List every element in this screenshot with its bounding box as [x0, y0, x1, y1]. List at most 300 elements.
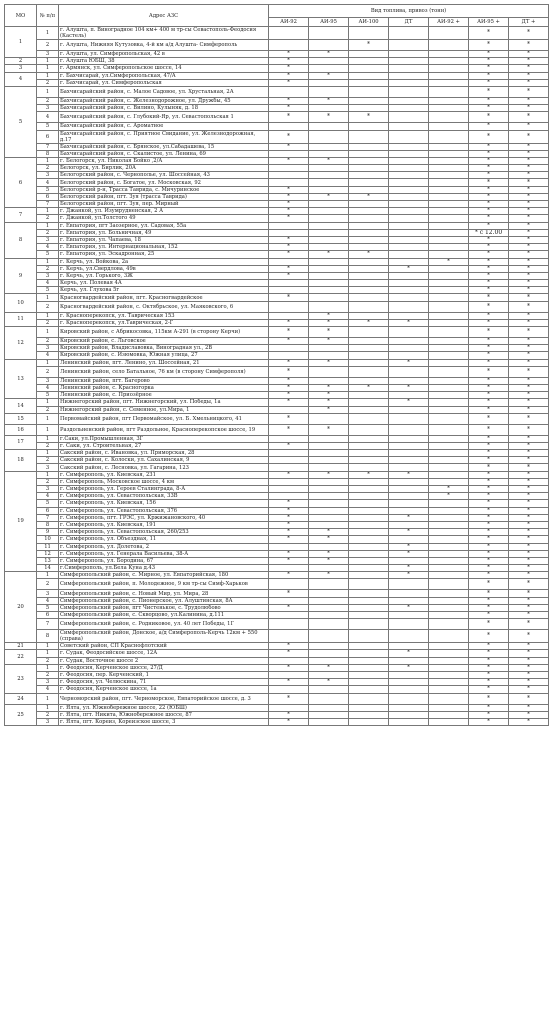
fuel-availability-cell: *	[469, 244, 509, 251]
fuel-availability-cell: *	[309, 319, 349, 326]
address-cell: г. Алушта ЮБШ, 38	[59, 58, 269, 65]
table-row	[5, 514, 549, 521]
row-number-cell: 2	[37, 478, 59, 485]
fuel-availability-cell	[309, 650, 349, 657]
mo-cell: 18	[5, 450, 37, 472]
fuel-availability-cell	[349, 619, 389, 630]
fuel-availability-cell	[429, 679, 469, 686]
fuel-availability-cell	[309, 366, 349, 377]
address-cell: г.Симферополь, ул.Бела Куна д.43	[59, 565, 269, 572]
fuel-availability-cell: *	[269, 193, 309, 200]
fuel-availability-cell: *	[469, 550, 509, 557]
table-row	[5, 711, 549, 718]
fuel-availability-cell: *	[509, 657, 549, 664]
fuel-availability-cell	[349, 406, 389, 413]
fuel-availability-cell: *	[269, 711, 309, 718]
row-number-cell: 3	[37, 718, 59, 725]
fuel-availability-cell: *	[509, 312, 549, 319]
row-number-cell: 5	[37, 604, 59, 611]
table-row	[5, 244, 549, 251]
address-cell: Симферопольский район, с. Скворцово, ул.Калинина, д.111	[59, 612, 269, 619]
table-row	[5, 450, 549, 457]
fuel-availability-cell: *	[389, 664, 429, 671]
fuel-availability-cell: *	[509, 251, 549, 258]
address-cell: Бахчисарайский район, с. Железнодорожное, ул. Дружбы, 45	[59, 97, 269, 104]
fuel-availability-cell	[389, 272, 429, 279]
fuel-availability-cell: *	[269, 442, 309, 449]
table-row	[5, 529, 549, 536]
address-cell: Черноморский район, пгт. Черноморское, Евпаторийское шоссе, д. 3	[59, 693, 269, 704]
fuel-availability-cell	[309, 486, 349, 493]
fuel-availability-cell: *	[509, 478, 549, 485]
row-number-cell: 5	[37, 123, 59, 130]
table-row	[5, 130, 549, 143]
fuel-availability-cell	[429, 565, 469, 572]
fuel-availability-cell: *	[509, 86, 549, 97]
fuel-availability-cell	[309, 294, 349, 301]
fuel-availability-cell	[429, 359, 469, 366]
row-number-cell: 7	[37, 201, 59, 208]
fuel-availability-cell	[309, 377, 349, 384]
fuel-availability-cell	[309, 201, 349, 208]
row-number-cell: 1	[37, 27, 59, 40]
fuel-availability-cell: *	[469, 597, 509, 604]
fuel-availability-cell: *	[469, 193, 509, 200]
fuel-availability-cell: *	[469, 529, 509, 536]
address-cell: Бахчисарайский район, с. Ароматное	[59, 123, 269, 130]
address-cell: г. Симферополь, ул. Севастопольская, 260/253	[59, 529, 269, 536]
fuel-availability-cell: *	[269, 604, 309, 611]
fuel-availability-cell: *	[509, 704, 549, 711]
address-cell: г. Судак, Восточное шоссе 2	[59, 657, 269, 664]
row-number-cell: 12	[37, 550, 59, 557]
fuel-availability-cell: *	[469, 97, 509, 104]
fuel-availability-cell	[309, 179, 349, 186]
table-row	[5, 718, 549, 725]
fuel-availability-cell	[349, 280, 389, 287]
table-row	[5, 612, 549, 619]
fuel-availability-cell	[429, 319, 469, 326]
fuel-availability-cell	[389, 345, 429, 352]
fuel-availability-cell: *	[469, 186, 509, 193]
row-number-cell: 4	[37, 352, 59, 359]
fuel-availability-cell	[389, 643, 429, 650]
fuel-availability-cell	[349, 550, 389, 557]
fuel-availability-cell	[349, 215, 389, 222]
fuel-availability-cell: *	[469, 664, 509, 671]
address-cell: г. Феодосия, Керченское шоссе, 27/Д	[59, 664, 269, 671]
address-cell: Симферопольский район, Донское, а/д Симферополь-Керчь 12км + 550 (справа)	[59, 630, 269, 643]
fuel-availability-cell	[349, 604, 389, 611]
fuel-availability-cell	[349, 565, 389, 572]
fuel-availability-cell	[309, 40, 349, 51]
fuel-availability-cell: *	[509, 686, 549, 693]
fuel-availability-cell	[309, 143, 349, 150]
fuel-availability-cell: *	[469, 384, 509, 391]
table-row	[5, 165, 549, 172]
fuel-availability-cell	[349, 493, 389, 500]
fuel-availability-cell	[309, 222, 349, 229]
fuel-availability-cell: *	[509, 543, 549, 550]
fuel-availability-cell: *	[469, 272, 509, 279]
fuel-availability-cell: *	[469, 338, 509, 345]
header-fuel-group: Вид топлива, привоз (тонн)	[269, 5, 549, 18]
fuel-availability-cell: *	[469, 27, 509, 40]
fuel-availability-cell: *	[469, 208, 509, 215]
fuel-availability-cell: *	[469, 704, 509, 711]
fuel-availability-cell	[389, 718, 429, 725]
fuel-availability-cell	[429, 711, 469, 718]
table-row	[5, 86, 549, 97]
fuel-availability-cell	[389, 693, 429, 704]
fuel-availability-cell	[269, 657, 309, 664]
fuel-availability-cell: *	[429, 258, 469, 265]
row-number-cell: 2	[37, 338, 59, 345]
fuel-availability-cell: *	[509, 244, 549, 251]
row-number-cell: 1	[37, 664, 59, 671]
table-row	[5, 265, 549, 272]
fuel-availability-cell: *	[269, 679, 309, 686]
fuel-availability-cell	[389, 236, 429, 243]
fuel-availability-cell: *	[509, 579, 549, 590]
fuel-availability-cell	[269, 704, 309, 711]
fuel-availability-cell	[309, 208, 349, 215]
fuel-availability-cell	[269, 352, 309, 359]
address-cell: г. Евпатория, ул. Чапаева, 18	[59, 236, 269, 243]
header-fuel: АИ-92	[269, 18, 309, 27]
fuel-availability-cell	[429, 704, 469, 711]
fuel-availability-cell	[429, 630, 469, 643]
fuel-availability-cell: *	[469, 521, 509, 528]
row-number-cell: 1	[37, 399, 59, 406]
mo-cell: 12	[5, 327, 37, 360]
fuel-availability-cell	[349, 630, 389, 643]
row-number-cell: 2	[37, 442, 59, 449]
fuel-availability-cell: *	[509, 272, 549, 279]
fuel-availability-cell	[389, 478, 429, 485]
fuel-availability-cell	[269, 27, 309, 40]
fuel-availability-cell	[429, 201, 469, 208]
fuel-availability-cell: *	[269, 327, 309, 338]
table-row	[5, 258, 549, 265]
fuel-availability-cell	[429, 406, 469, 413]
fuel-availability-cell: *	[269, 572, 309, 579]
fuel-availability-cell: *	[309, 157, 349, 164]
fuel-availability-cell: *	[509, 643, 549, 650]
row-number-cell: 1	[37, 72, 59, 79]
fuel-availability-cell: *	[469, 543, 509, 550]
row-number-cell: 1	[37, 86, 59, 97]
fuel-availability-cell: *	[509, 319, 549, 326]
row-number-cell: 1	[37, 258, 59, 265]
fuel-availability-cell: *	[389, 265, 429, 272]
fuel-availability-cell: * с 12.00	[469, 229, 509, 236]
table-row	[5, 413, 549, 424]
table-row	[5, 704, 549, 711]
fuel-availability-cell	[309, 301, 349, 312]
fuel-availability-cell: *	[349, 319, 389, 326]
fuel-availability-cell	[389, 65, 429, 72]
fuel-availability-cell	[349, 664, 389, 671]
row-number-cell: 7	[37, 514, 59, 521]
fuel-availability-cell: *	[309, 557, 349, 564]
fuel-availability-cell: *	[509, 208, 549, 215]
fuel-availability-cell	[429, 280, 469, 287]
fuel-availability-cell: *	[469, 312, 509, 319]
fuel-availability-cell	[349, 272, 389, 279]
fuel-availability-cell	[309, 280, 349, 287]
address-cell: Керчь, ул. Глухова 5г	[59, 287, 269, 294]
fuel-availability-cell	[429, 65, 469, 72]
fuel-availability-cell	[429, 352, 469, 359]
fuel-availability-cell	[429, 265, 469, 272]
fuel-availability-cell	[429, 450, 469, 457]
fuel-availability-cell	[389, 686, 429, 693]
fuel-availability-cell	[349, 377, 389, 384]
fuel-availability-cell	[429, 693, 469, 704]
fuel-availability-cell: *	[269, 294, 309, 301]
address-cell: Бахчисарайский район, с. Глубокий-Яр, ул. Севастопольская 1	[59, 112, 269, 123]
fuel-availability-cell: *	[469, 215, 509, 222]
fuel-availability-cell	[349, 130, 389, 143]
fuel-availability-cell	[389, 327, 429, 338]
fuel-availability-cell	[309, 345, 349, 352]
fuel-availability-cell	[429, 208, 469, 215]
fuel-availability-cell	[269, 280, 309, 287]
fuel-availability-cell: *	[469, 172, 509, 179]
fuel-availability-cell	[429, 172, 469, 179]
fuel-availability-cell: *	[509, 693, 549, 704]
address-cell: Белогорский район, пгт. Зуя, пер. Мирный	[59, 201, 269, 208]
fuel-availability-cell	[349, 650, 389, 657]
table-row	[5, 294, 549, 301]
address-cell: г. Евпатория, ул. Больничная, 49	[59, 229, 269, 236]
fuel-availability-cell: *	[349, 251, 389, 258]
fuel-availability-cell	[389, 464, 429, 471]
fuel-availability-cell	[429, 72, 469, 79]
fuel-availability-cell: *	[309, 550, 349, 557]
row-number-cell: 2	[37, 457, 59, 464]
fuel-availability-cell: *	[469, 643, 509, 650]
fuel-availability-cell	[389, 251, 429, 258]
fuel-availability-cell: *	[509, 287, 549, 294]
table-row	[5, 215, 549, 222]
fuel-availability-cell: *	[509, 572, 549, 579]
table-row	[5, 58, 549, 65]
fuel-availability-cell: *	[509, 529, 549, 536]
fuel-availability-cell: *	[269, 272, 309, 279]
address-cell: Белогорский р-н, Трасса Таврида, с. Мичуринское	[59, 186, 269, 193]
fuel-availability-cell	[429, 557, 469, 564]
fuel-availability-cell	[429, 619, 469, 630]
row-number-cell: 1	[37, 294, 59, 301]
fuel-availability-cell: *	[309, 312, 349, 319]
address-cell: Бахчисарайский район, с. Приятное Свидание, ул. Железнодорожная, д.17	[59, 130, 269, 143]
fuel-availability-cell	[269, 165, 309, 172]
fuel-availability-cell: *	[509, 338, 549, 345]
fuel-availability-cell: *	[309, 529, 349, 536]
address-cell: г. Евпатория, ул. Интернациональная, 152	[59, 244, 269, 251]
fuel-availability-cell: *	[349, 193, 389, 200]
fuel-availability-cell	[349, 514, 389, 521]
address-cell: г. Симферополь, ул. Севастопольская, 376	[59, 507, 269, 514]
row-number-cell: 2	[37, 40, 59, 51]
fuel-availability-cell	[429, 478, 469, 485]
fuel-availability-cell: *	[509, 193, 549, 200]
fuel-availability-cell	[349, 424, 389, 435]
table-row	[5, 150, 549, 157]
fuel-availability-cell: *	[509, 97, 549, 104]
fuel-availability-cell	[389, 392, 429, 399]
fuel-availability-cell: *	[269, 244, 309, 251]
fuel-availability-cell	[309, 604, 349, 611]
table-row	[5, 457, 549, 464]
address-cell: г. Симферополь, ул. Бородина, 67	[59, 557, 269, 564]
fuel-availability-cell	[389, 413, 429, 424]
address-cell: Раздольненский район, пгт Раздольное, Краснoперекопское шоссе, 19	[59, 424, 269, 435]
fuel-availability-cell	[389, 229, 429, 236]
fuel-availability-cell	[349, 597, 389, 604]
fuel-availability-cell: *	[389, 399, 429, 406]
fuel-availability-cell: *	[509, 236, 549, 243]
fuel-availability-cell: *	[509, 201, 549, 208]
row-number-cell: 1	[37, 693, 59, 704]
row-number-cell: 8	[37, 630, 59, 643]
table-row	[5, 27, 549, 40]
row-number-cell: 2	[37, 579, 59, 590]
fuel-availability-cell: *	[509, 399, 549, 406]
fuel-availability-cell	[269, 671, 309, 678]
fuel-availability-cell	[309, 165, 349, 172]
address-cell: г. Симферополь, ул. Объездная, 11	[59, 536, 269, 543]
fuel-availability-cell	[309, 58, 349, 65]
fuel-availability-cell	[349, 671, 389, 678]
fuel-availability-cell: *	[389, 514, 429, 521]
fuel-availability-cell: *	[509, 222, 549, 229]
fuel-availability-cell: *	[469, 590, 509, 597]
address-cell: г. Симферополь, ул. Киевская, 156	[59, 500, 269, 507]
fuel-availability-cell: *	[509, 521, 549, 528]
address-cell: Кировский район, Владиславовка, Виноградная ул., 2В	[59, 345, 269, 352]
fuel-availability-cell: *	[469, 493, 509, 500]
table-row	[5, 543, 549, 550]
fuel-availability-cell	[349, 557, 389, 564]
fuel-availability-cell	[349, 229, 389, 236]
mo-cell: 2	[5, 58, 37, 65]
fuel-availability-cell: *	[349, 384, 389, 391]
table-row	[5, 222, 549, 229]
fuel-availability-cell	[349, 366, 389, 377]
fuel-availability-cell	[389, 287, 429, 294]
fuel-availability-cell: *	[309, 664, 349, 671]
fuel-availability-cell	[389, 619, 429, 630]
fuel-availability-cell: *	[509, 384, 549, 391]
fuel-availability-cell: *	[389, 650, 429, 657]
address-cell: Ленинский район, с. Красногорка	[59, 384, 269, 391]
table-row	[5, 399, 549, 406]
table-row	[5, 280, 549, 287]
header-fuel: АИ-95 +	[469, 18, 509, 27]
fuel-availability-cell	[309, 507, 349, 514]
table-row	[5, 287, 549, 294]
fuel-availability-cell: *	[309, 406, 349, 413]
fuel-availability-cell	[269, 312, 309, 319]
fuel-availability-cell: *	[469, 486, 509, 493]
fuel-availability-cell	[389, 97, 429, 104]
fuel-availability-cell	[349, 521, 389, 528]
fuel-availability-cell	[429, 244, 469, 251]
fuel-availability-cell: *	[429, 493, 469, 500]
fuel-availability-cell: *	[309, 251, 349, 258]
fuel-availability-cell: *	[469, 327, 509, 338]
address-cell: г. Алушта, ул. Симферопольская, 42 в	[59, 51, 269, 58]
row-number-cell: 2	[37, 215, 59, 222]
address-cell: Белогорск, ул. Бирлик, 20А	[59, 165, 269, 172]
fuel-availability-cell	[429, 604, 469, 611]
fuel-availability-cell	[389, 312, 429, 319]
fuel-availability-cell	[389, 40, 429, 51]
row-number-cell: 3	[37, 345, 59, 352]
fuel-availability-cell	[429, 377, 469, 384]
fuel-availability-cell	[269, 686, 309, 693]
address-cell: Нижнегорский район, с. Семенное, ул.Мира, 1	[59, 406, 269, 413]
fuel-availability-cell	[389, 157, 429, 164]
fuel-availability-cell	[309, 711, 349, 718]
fuel-availability-cell	[349, 51, 389, 58]
fuel-availability-cell: *	[509, 392, 549, 399]
fuel-availability-cell	[429, 718, 469, 725]
fuel-availability-cell: *	[349, 471, 389, 478]
fuel-availability-cell: *	[469, 251, 509, 258]
row-number-cell: 2	[37, 671, 59, 678]
fuel-availability-cell	[349, 327, 389, 338]
address-cell: г. Армянск, ул. Симферопольское шоссе, 14	[59, 65, 269, 72]
fuel-availability-cell: *	[469, 287, 509, 294]
fuel-availability-cell: *	[509, 352, 549, 359]
row-number-cell: 6	[37, 130, 59, 143]
fuel-availability-cell	[389, 442, 429, 449]
address-cell: Бахчисарайский район, с. Брянское, ул.Сабадашева, 15	[59, 143, 269, 150]
fuel-availability-cell: *	[269, 718, 309, 725]
fuel-availability-cell: *	[509, 711, 549, 718]
address-cell: Белогорский район, с. Чернополье, ул. Шоссейная, 43	[59, 172, 269, 179]
address-cell: Кировский район, с. Льговское	[59, 338, 269, 345]
row-number-cell: 5	[37, 500, 59, 507]
fuel-availability-cell: *	[269, 413, 309, 424]
address-cell: Сакский район, с. Ивановка, ул. Приморская, 28	[59, 450, 269, 457]
fuel-availability-cell: *	[469, 693, 509, 704]
table-row	[5, 229, 549, 236]
fuel-availability-cell: *	[509, 565, 549, 572]
fuel-availability-cell	[309, 172, 349, 179]
fuel-availability-cell	[309, 521, 349, 528]
address-cell: г. Симферополь, пгт. ГРЭС, ул. Кржижановского, 40	[59, 514, 269, 521]
row-number-cell: 4	[37, 280, 59, 287]
table-row	[5, 366, 549, 377]
fuel-availability-cell	[389, 424, 429, 435]
table-row	[5, 693, 549, 704]
address-cell: г. Феодосия, пер. Керченский, 1	[59, 671, 269, 678]
fuel-availability-cell: *	[469, 500, 509, 507]
fuel-availability-cell: *	[469, 686, 509, 693]
fuel-availability-cell	[389, 630, 429, 643]
fuel-availability-cell: *	[269, 79, 309, 86]
fuel-availability-cell	[429, 507, 469, 514]
fuel-availability-cell	[349, 486, 389, 493]
fuel-availability-cell	[309, 287, 349, 294]
fuel-availability-cell: *	[309, 399, 349, 406]
fuel-availability-cell	[389, 507, 429, 514]
